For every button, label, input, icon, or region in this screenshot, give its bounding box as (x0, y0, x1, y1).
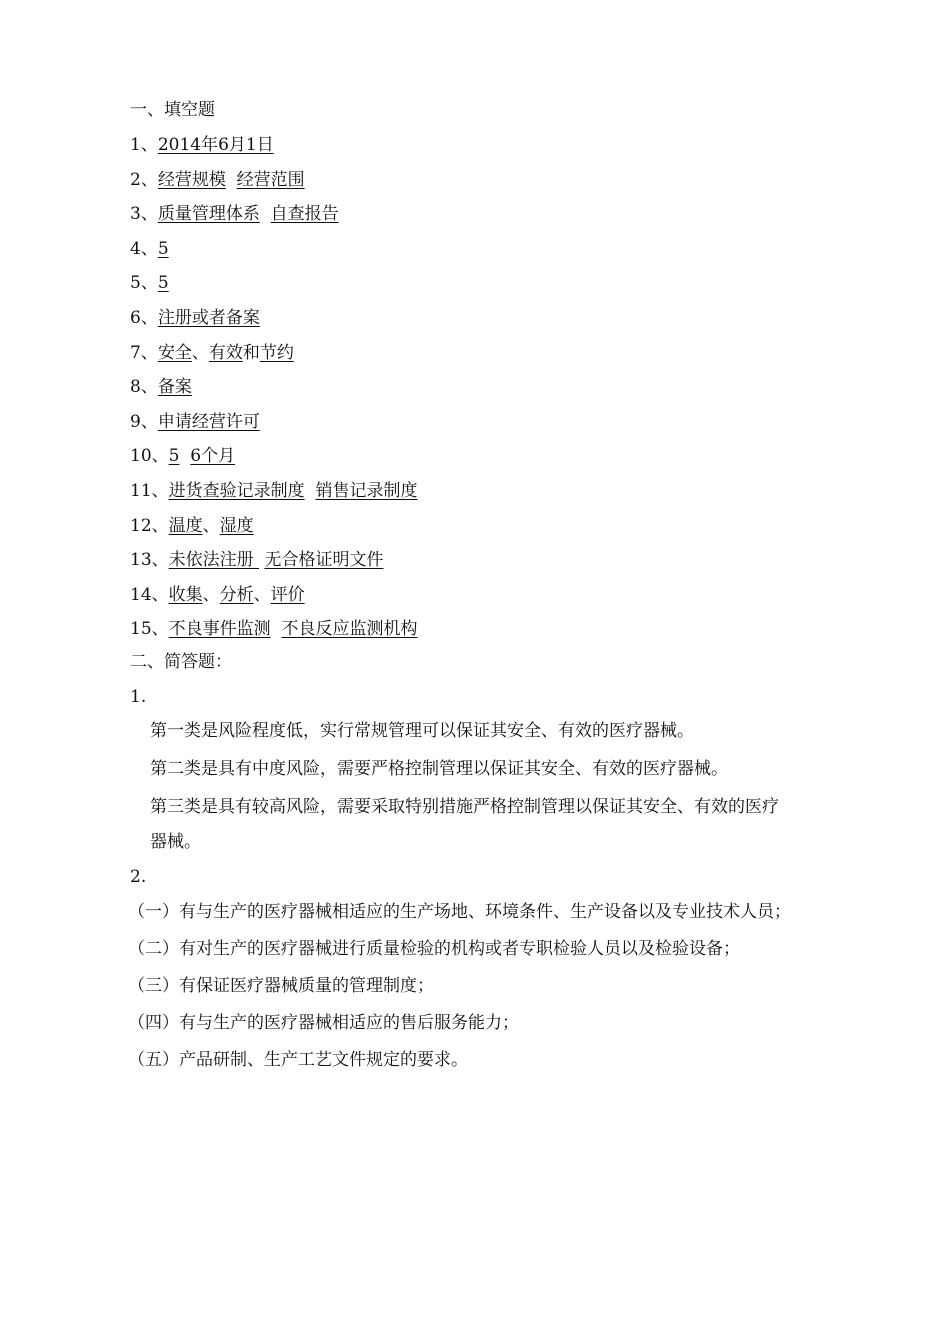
q2-number: 2. (130, 867, 147, 887)
answer-text: 湿度 (219, 516, 254, 536)
answer-text: 节约 (259, 343, 294, 363)
q2-line: （四）有与生产的医疗器械相适应的售后服务能力； (128, 1013, 519, 1033)
answer-text: 申请经营许可 (157, 412, 260, 432)
answer-text: 经营规模 (157, 170, 226, 190)
answer-text: 5 (157, 273, 169, 293)
fill-blank-item (130, 584, 305, 606)
q1-number: 1. (130, 687, 147, 707)
fill-blank-item (130, 549, 383, 571)
fill-blank-item (130, 445, 235, 467)
item-number: 1、 (130, 135, 158, 155)
item-number: 3、 (130, 204, 158, 224)
answer-text: 5 (157, 239, 169, 259)
q1-line: 器械。 (150, 832, 201, 852)
separator-text: 和 (242, 343, 260, 363)
fill-blank-item (130, 238, 169, 260)
fill-blank-item (130, 272, 169, 294)
item-number: 15、 (130, 619, 169, 639)
fill-blank-item (130, 169, 305, 191)
fill-blank-item (130, 376, 192, 398)
answer-text: 2014年6月1日 (157, 135, 274, 155)
item-number: 14、 (130, 585, 169, 605)
item-number: 7、 (130, 343, 158, 363)
item-number: 6、 (130, 308, 158, 328)
item-number: 13、 (130, 550, 169, 570)
item-number: 11、 (130, 481, 169, 501)
separator-text: 、 (202, 585, 220, 605)
q2-line: （二）有对生产的医疗器械进行质量检验的机构或者专职检验人员以及检验设备； (128, 939, 740, 959)
item-number: 5、 (130, 273, 158, 293)
answer-text: 销售记录制度 (315, 481, 418, 501)
separator-text (271, 619, 282, 639)
q1-line: 第二类是具有中度风险，需要严格控制管理以保证其安全、有效的医疗器械。 (150, 759, 728, 779)
q1-line: 第一类是风险程度低，实行常规管理可以保证其安全、有效的医疗器械。 (150, 721, 694, 741)
fill-blank-item (130, 134, 274, 156)
answer-text: 不良事件监测 (168, 619, 271, 639)
answer-text: 未依法注册 (168, 550, 260, 570)
separator-text: 、 (253, 585, 271, 605)
answer-text: 备案 (157, 377, 192, 397)
item-number: 2、 (130, 170, 158, 190)
item-number: 12、 (130, 516, 169, 536)
fill-blank-item (130, 618, 417, 640)
fill-blank-item (130, 203, 339, 225)
answer-text: 进货查验记录制度 (168, 481, 305, 501)
answer-text: 评价 (270, 585, 305, 605)
q2-line: （三）有保证医疗器械质量的管理制度； (128, 976, 434, 996)
separator-text: 、 (191, 343, 209, 363)
fill-blank-item (130, 480, 417, 502)
separator-text (226, 170, 237, 190)
answer-text: 5 (168, 446, 180, 466)
separator-text: 、 (202, 516, 220, 536)
fill-blank-item (130, 515, 254, 537)
item-number: 10、 (130, 446, 169, 466)
q2-line: （五）产品研制、生产工艺文件规定的要求。 (128, 1050, 468, 1070)
item-number: 4、 (130, 239, 158, 259)
fill-blank-item (130, 307, 260, 329)
answer-text: 不良反应监测机构 (281, 619, 418, 639)
q2-line: （一）有与生产的医疗器械相适应的生产场地、环境条件、生产设备以及专业技术人员； (128, 902, 791, 922)
separator-text (179, 446, 190, 466)
q1-line: 第三类是具有较高风险，需要采取特别措施严格控制管理以保证其安全、有效的医疗 (150, 797, 779, 817)
answer-text: 注册或者备案 (157, 308, 260, 328)
separator-text (305, 481, 316, 501)
answer-text: 自查报告 (270, 204, 339, 224)
separator-text (260, 204, 271, 224)
answer-text: 安全 (157, 343, 192, 363)
fill-blank-item (130, 411, 260, 433)
answer-text: 分析 (219, 585, 254, 605)
answer-text: 温度 (168, 516, 203, 536)
answer-text: 无合格证明文件 (264, 550, 384, 570)
fill-blank-item (130, 342, 294, 364)
answer-text: 6个月 (190, 446, 236, 466)
item-number: 8、 (130, 377, 158, 397)
section1-title: 一、填空题 (130, 100, 215, 120)
answer-text: 质量管理体系 (157, 204, 260, 224)
item-number: 9、 (130, 412, 158, 432)
answer-text: 有效 (208, 343, 243, 363)
section2-title: 二、简答题： (130, 652, 232, 672)
answer-text: 经营范围 (236, 170, 305, 190)
answer-text: 收集 (168, 585, 203, 605)
